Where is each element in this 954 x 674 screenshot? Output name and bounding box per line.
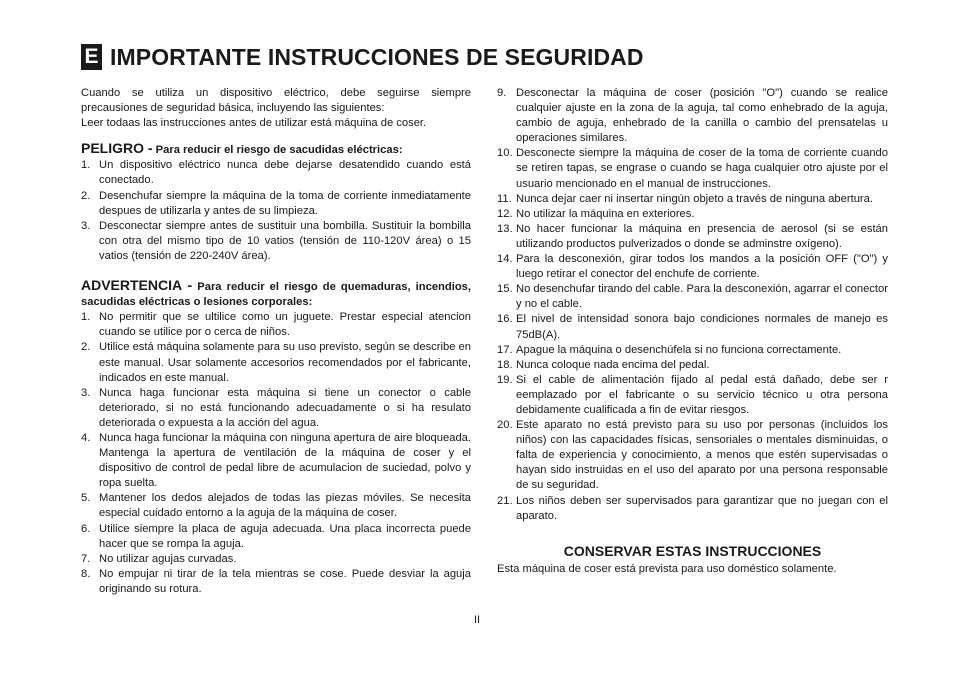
page-header: [81, 44, 644, 70]
item-text: No utilizar agujas curvadas.: [99, 552, 237, 565]
list-item: [81, 522, 471, 552]
item-text: Desconectar la máquina de coser (posición "O") cuando se realice cualquier ajuste en la zona de la aguja, tal como enhebrado de la aguja, cambio de aguja, enhebrado de la canilla o cambio del prensatelas u operaciones similares.: [516, 87, 888, 145]
item-number: 19.: [497, 373, 513, 386]
list-item: [81, 219, 471, 264]
language-badge: E: [81, 44, 102, 70]
item-number: 8.: [81, 567, 91, 580]
list-item: [497, 252, 888, 282]
item-text: Nunca haga funcionar la máquina con ninguna apertura de aire bloqueada. Mantenga la apertura de ventilación de la máquina de coser y el dispositivo de control de pedal libre de acumulacion de suciedad, polvo y ropa suelta.: [99, 431, 471, 490]
list-item: [497, 312, 888, 342]
item-text: Desconecte siempre la máquina de coser de la toma de corriente cuando se retiren tapas, se engrase o cuando se haga cualquier otro ajuste por el usuario mencionado en el manual de instrucciones.: [516, 147, 888, 190]
conservar-heading: CONSERVAR ESTAS INSTRUCCIONES: [563, 542, 822, 559]
list-item: [497, 343, 888, 358]
item-number: 4.: [81, 431, 91, 444]
list-item: [497, 86, 888, 146]
item-number: 13.: [497, 222, 513, 235]
item-text: No empujar ni tirar de la tela mientras se cose. Puede desviar la aguja originando su rotura.: [99, 567, 471, 595]
item-text: Utilice está máquina solamente para su uso previsto, según se describe en este manual. Usar solamente accesorios recomendados por el fabricante, indicados en este manual.: [99, 341, 471, 384]
item-text: Para la desconexión, girar todos los mandos a la posición OFF ("O") y luego retirar el conector del enchufe de corriente.: [516, 253, 888, 281]
item-text: El nivel de intensidad sonora bajo condiciones normales de manejo es 75dB(A).: [516, 313, 888, 341]
item-text: Mantener los dedos alejados de todas las piezas móviles. Se necesita especial cuidado entorno a la aguja de la máquina de coser.: [99, 492, 471, 520]
list-item: [497, 207, 888, 222]
list-item: [81, 310, 471, 340]
item-text: No utilizar la máquina en exteriores.: [516, 207, 695, 220]
item-text: Nunca dejar caer ni insertar ningún objeto a través de ninguna abertura.: [516, 192, 873, 205]
advertencia-heading: [81, 278, 471, 310]
advertencia-label: ADVERTENCIA -: [81, 277, 193, 294]
item-text: No hacer funcionar la máquina en presencia de aerosol (si se están utilizando productos pulverizados o donde se adminstre oxígeno).: [516, 222, 888, 250]
item-number: 20.: [497, 419, 513, 432]
item-number: 3.: [81, 219, 91, 232]
item-number: 1.: [81, 159, 91, 172]
list-item: [81, 340, 471, 385]
item-number: 2.: [81, 189, 91, 202]
peligro-label: PELIGRO -: [81, 140, 153, 157]
page-title: IMPORTANTE INSTRUCCIONES DE SEGURIDAD: [110, 44, 644, 70]
item-text: Este aparato no está previsto para su uso por personas (incluidos los niños) con las capacidades físicas, sensoriales o mentales disminuidas, o falta de experiencia y conocimiento, a menos que estén supervisadas o hayan sido instruidas en el uso del aparato por una persona responsable de su seguridad.: [516, 419, 888, 492]
item-number: 1.: [81, 311, 91, 324]
item-number: 21.: [497, 494, 513, 507]
page-number: II: [474, 614, 481, 626]
right-column: [497, 86, 888, 577]
list-item: [497, 192, 888, 207]
peligro-list: [81, 158, 471, 264]
item-text: No desenchufar tirando del cable. Para la desconexión, agarrar el conector y no el cable.: [516, 283, 888, 311]
item-number: 14.: [497, 253, 513, 266]
list-item: [81, 491, 471, 521]
list-item: [81, 189, 471, 219]
item-number: 5.: [81, 492, 91, 505]
item-number: 12.: [497, 207, 513, 220]
item-number: 2.: [81, 341, 91, 354]
item-text: Apague la máquina o desenchúfela si no funciona correctamente.: [516, 343, 842, 356]
item-number: 18.: [497, 358, 513, 371]
list-item: [497, 282, 888, 312]
advertencia-list-left: [81, 310, 471, 597]
list-item: [497, 494, 888, 524]
item-text: Desconectar siempre antes de sustituir una bombilla. Sustituir la bombilla con otra del mismo tipo de 10 vatios (tensión de 110-120V área) o 15 vatios (tensión de 220-240V área).: [99, 219, 471, 262]
list-item: [81, 567, 471, 597]
item-text: Los niños deben ser supervisados para garantizar que no juegan con el aparato.: [516, 494, 888, 522]
peligro-heading: [81, 141, 471, 158]
item-number: 16.: [497, 313, 513, 326]
item-number: 10.: [497, 147, 513, 160]
item-text: Nunca coloque nada encima del pedal.: [516, 358, 710, 371]
list-item: [81, 431, 471, 491]
list-item: [81, 552, 471, 567]
list-item: [497, 146, 888, 191]
advertencia-subtitle: Para reducir el riesgo de quemaduras, incendios, sacudidas eléctricas o lesiones corporales:: [81, 281, 471, 309]
advertencia-list-right: [497, 86, 888, 524]
item-number: 3.: [81, 386, 91, 399]
intro-text: Cuando se utiliza un dispositivo eléctrico, debe seguirse siempre precausiones de seguridad básica, incluyendo las siguientes:: [81, 87, 471, 115]
item-number: 11.: [497, 192, 512, 205]
list-item: [497, 222, 888, 252]
item-text: Desenchufar siempre la máquina de la toma de corriente inmediatamente despues de utilizarla y antes de su limpieza.: [99, 189, 471, 217]
list-item: [497, 418, 888, 493]
list-item: [497, 358, 888, 373]
item-text: No permitir que se ultilice como un juguete. Prestar especial atencion cuando se utilice por o cerca de niños.: [99, 311, 471, 339]
item-text: Un dispositivo eléctrico nunca debe dejarse desatendido cuando está conectado.: [99, 159, 471, 187]
list-item: [81, 386, 471, 431]
item-text: Nunca haga funcionar esta máquina si tiene un conector o cable deteriorado, si no está funcionando adecuadamente o si ha resulato deteriorada o expuesta a la acción del agua.: [99, 386, 471, 429]
left-column: [81, 86, 471, 597]
item-number: 6.: [81, 522, 91, 535]
list-item: [497, 373, 888, 418]
item-number: 9.: [497, 87, 507, 99]
item-text: Si el cable de alimentación fijado al pedal está dañado, debe ser r eemplazado por el fabricante o su servicio técnico u otra persona debidamente cualificada a fin de evitar riesgos.: [516, 373, 888, 416]
item-number: 17.: [497, 343, 513, 356]
item-text: Utilice siempre la placa de aguja adecuada. Una placa incorrecta puede hacer que se rompa la aguja.: [99, 522, 471, 550]
intro-read-all: Leer todaas las instrucciones antes de utilizar está máquina de coser.: [81, 117, 427, 130]
item-number: 15.: [497, 283, 513, 296]
peligro-subtitle: Para reducir el riesgo de sacudidas eléctricas:: [155, 144, 403, 157]
list-item: [81, 158, 471, 188]
domestic-use-note: Esta máquina de coser está prevista para uso doméstico solamente.: [497, 562, 837, 575]
item-number: 7.: [81, 552, 91, 565]
